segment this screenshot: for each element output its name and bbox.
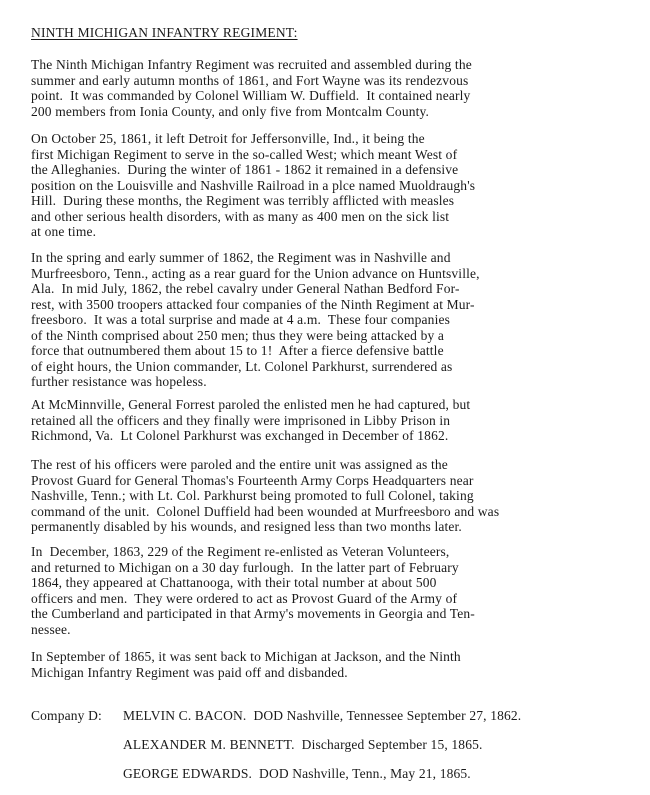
roster-entry: MELVIN C. BACON. DOD Nashville, Tennessee September 27, 1862. [123,708,522,723]
paragraph-murfreesboro-attack: In the spring and early summer of 1862, the Regiment was in Nashville and Murfreesboro, Tenn., acting as a rear guard for the Union advance on Huntsville, Ala. In mid July, 1862, the rebel cavalry under General Nathan Bedford For- rest, with 3500 troopers attacked four companies of the Ninth Regiment at Mur- freesboro. It was a total surprise and made at 4 a.m. These four companies of the Ninth comprised about 250 men; thus they were being attacked by a force that outnumbered them about 15 to 1! After a fierce defensive battle of eight hours, the Union commander, Lt. Colonel Parkhurst, surrendered as further resistance was hopeless. [31,250,480,389]
paragraph-veteran-volunteers: In December, 1863, 229 of the Regiment re-enlisted as Veteran Volunteers, and returned to Michigan on a 30 day furlough. In the latter part of February 1864, they appeared at Chattanooga, with their total number at about 500 officers and men. They were ordered to act as Provost Guard of the Army of the Cumberland and participated in that Army's movements in Georgia and Ten- nessee. [31,544,475,637]
roster-entry: GEORGE EDWARDS. DOD Nashville, Tenn., May 21, 1865. [123,766,471,781]
paragraph-departure-detroit: On October 25, 1861, it left Detroit for Jeffersonville, Ind., it being the first Michigan Regiment to serve in the so-called West; which meant West of the Alleghanies. During the winter of 1861 - 1862 it remained in a defensive position on the Louisville and Nashville Railroad in a plce named Muoldraugh's Hill. During these months, the Regiment was terribly afflicted with measles and other serious health disorders, with as many as 400 men on the sick list at one time. [31,131,476,239]
company-label: Company D: [31,708,102,723]
paragraph-disbanded: In September of 1865, it was sent back to Michigan at Jackson, and the Ninth Michigan Infantry Regiment was paid off and disbanded. [31,649,461,680]
document-title: NINTH MICHIGAN INFANTRY REGIMENT: [31,25,298,40]
paragraph-recruitment: The Ninth Michigan Infantry Regiment was recruited and assembled during the summer and early autumn months of 1861, and Fort Wayne was its rendezvous point. It was commanded by Colonel William W. Duffield. It contained nearly 200 members from Ionia County, and only five from Montcalm County. [31,57,472,119]
paragraph-mcminnville-parole: At McMinnville, General Forrest paroled the enlisted men he had captured, but retained all the officers and they finally were imprisoned in Libby Prison in Richmond, Va. Lt Colonel Parkhurst was exchanged in December of 1862. [31,397,471,443]
roster-entry: ALEXANDER M. BENNETT. Discharged September 15, 1865. [123,737,483,752]
paragraph-provost-guard: The rest of his officers were paroled and the entire unit was assigned as the Provost Guard for General Thomas's Fourteenth Army Corps Headquarters near Nashville, Tenn.; with Lt. Col. Parkhurst being promoted to full Colonel, taking command of the unit. Colonel Duffield had been wounded at Murfreesboro and was permanently disabled by his wounds, and resigned less than two months later. [31,457,500,534]
